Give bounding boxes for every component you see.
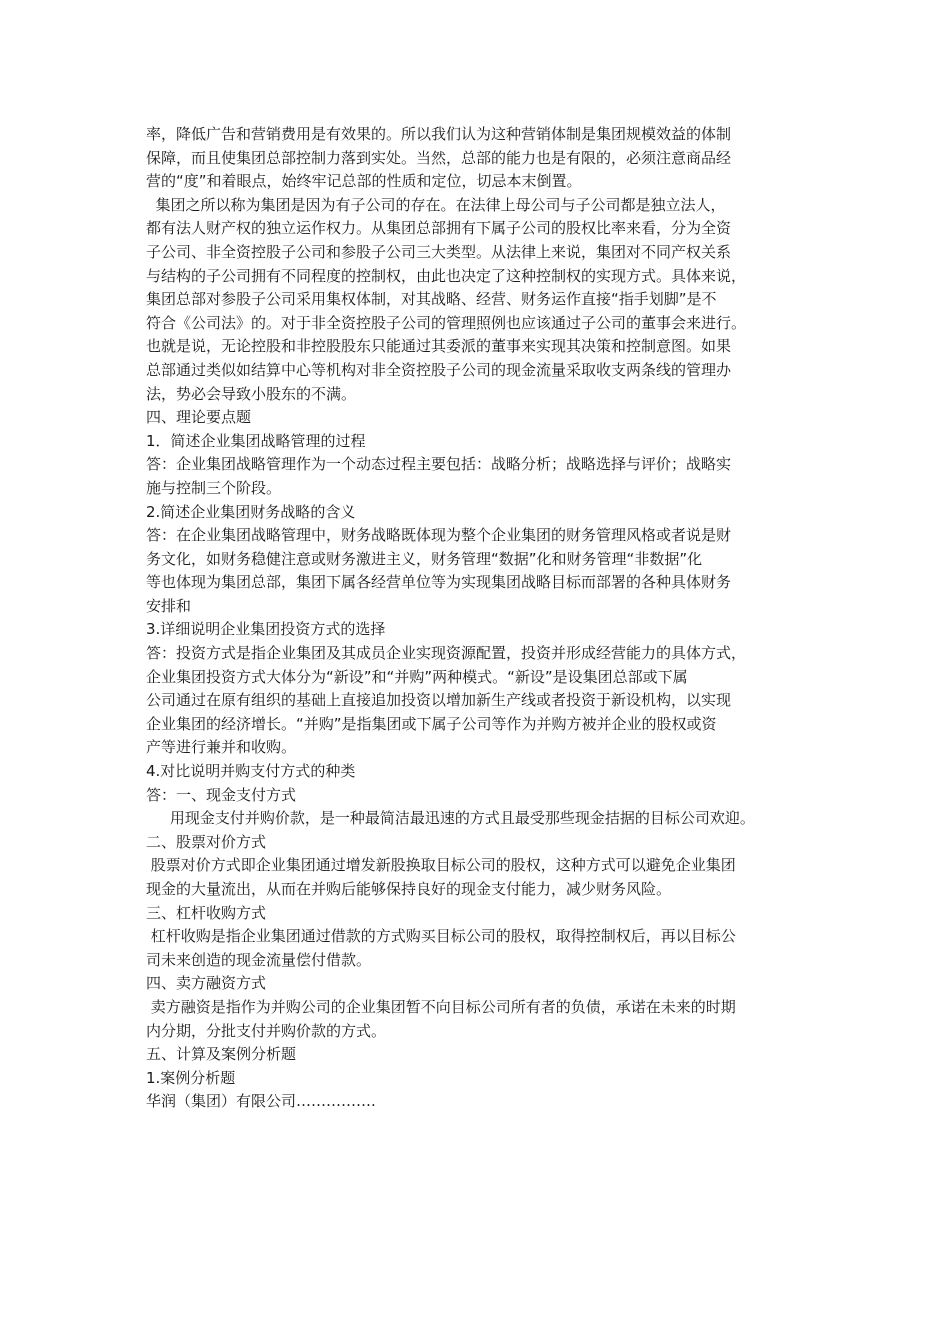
text-line: 企业集团投资方式大体分为“新设”和“并购”两种模式。“新设”是设集团总部或下属 xyxy=(146,667,688,686)
text-line: 子公司、非全资控股子公司和参股子公司三大类型。从法律上来说，集团对不同产权关系 xyxy=(146,242,732,261)
text-line: 司未来创造的现金流量偿付借款。 xyxy=(146,950,372,969)
question-heading: 1.案例分析题 xyxy=(146,1068,236,1087)
text-line: 企业集团的经济增长。“并购”是指集团或下属子公司等作为并购方被并企业的股权或资 xyxy=(146,714,717,733)
text-line: 股票对价方式即企业集团通过增发新股换取目标公司的股权，这种方式可以避免企业集团 xyxy=(146,856,736,875)
text-line: 集团之所以称为集团是因为有子公司的存在。在法律上母公司与子公司都是独立法人， xyxy=(146,195,726,214)
text-line: 用现金支付并购价款，是一种最简洁最迅速的方式且最受那些现金拮据的目标公司欢迎。 xyxy=(146,809,755,828)
text-line: 华润（集团）有限公司……………. xyxy=(146,1092,376,1111)
question-heading: 3.详细说明企业集团投资方式的选择 xyxy=(146,620,386,639)
text-line: 率，降低广告和营销费用是有效果的。所以我们认为这种营销体制是集团规模效益的体制 xyxy=(146,125,732,143)
text-line: 杠杆收购是指企业集团通过借款的方式购买目标公司的股权，取得控制权后，再以目标公 xyxy=(146,927,736,946)
question-heading: 2.简述企业集团财务战略的含义 xyxy=(146,502,356,521)
text-line: 安排和 xyxy=(146,596,192,615)
text-line: 也就是说，无论控股和非控股股东只能通过其委派的董事来实现其决策和控制意图。如果 xyxy=(146,337,732,356)
body-text xyxy=(146,123,826,1114)
question-heading: 4.对比说明并购支付方式的种类 xyxy=(146,762,356,781)
text-line: 答：企业集团战略管理作为一个动态过程主要包括：战略分析；战略选择与评价；战略实 xyxy=(146,455,732,474)
text-line: 产等进行兼并和收购。 xyxy=(146,738,297,757)
subsection-heading: 四、卖方融资方式 xyxy=(146,974,267,993)
text-line: 营的“度”和着眼点，始终牢记总部的性质和定位，切忌本末倒置。 xyxy=(146,172,582,191)
text-line: 公司通过在原有组织的基础上直接追加投资以增加新生产线或者投资于新设机构，以实现 xyxy=(146,691,732,710)
text-line: 与结构的子公司拥有不同程度的控制权，由此也决定了这种控制权的实现方式。具体来说， xyxy=(146,266,747,285)
text-line: 现金的大量流出，从而在并购后能够保持良好的现金支付能力，减少财务风险。 xyxy=(146,880,672,898)
subsection-heading: 三、杠杆收购方式 xyxy=(146,903,267,922)
text-line: 都有法人财产权的独立运作权力。从集团总部拥有下属子公司的股权比率来看，分为全资 xyxy=(146,219,732,238)
section-heading: 五、计算及案例分析题 xyxy=(146,1045,297,1064)
text-line: 法，势必会导致小股东的不满。 xyxy=(146,384,357,403)
text-line: 符合《公司法》的。对于非全资控股子公司的管理照例也应该通过子公司的董事会来进行。 xyxy=(146,313,747,332)
text-line: 等也体现为集团总部，集团下属各经营单位等为实现集团战略目标而部署的各种具体财务 xyxy=(146,573,732,592)
question-heading: 1．简述企业集团战略管理的过程 xyxy=(146,431,366,450)
text-line: 答：在企业集团战略管理中，财务战略既体现为整个企业集团的财务管理风格或者说是财 xyxy=(146,526,732,545)
text-line: 内分期，分批支付并购价款的方式。 xyxy=(146,1021,387,1040)
text-line: 施与控制三个阶段。 xyxy=(146,478,282,497)
text-line: 集团总部对参股子公司采用集权体制，对其战略、经营、财务运作直接“指手划脚”是不 xyxy=(146,290,717,309)
text-line: 保障，而且使集团总部控制力落到实处。当然，总部的能力也是有限的，必须注意商品经 xyxy=(146,148,732,167)
section-heading: 四、理论要点题 xyxy=(146,408,252,427)
text-line: 总部通过类似如结算中心等机构对非全资控股子公司的现金流量采取收支两条线的管理办 xyxy=(146,360,732,379)
text-line: 卖方融资是指作为并购公司的企业集团暂不向目标公司所有者的负债，承诺在未来的时期 xyxy=(146,997,736,1016)
text-line: 务文化，如财务稳健注意或财务激进主义，财务管理“数据”化和财务管理“非数据”化 xyxy=(146,549,703,568)
text-line: 答：一、现金支付方式 xyxy=(146,785,297,804)
text-line: 答：投资方式是指企业集团及其成员企业实现资源配置，投资并形成经营能力的具体方式， xyxy=(146,644,747,663)
subsection-heading: 二、股票对价方式 xyxy=(146,832,267,851)
